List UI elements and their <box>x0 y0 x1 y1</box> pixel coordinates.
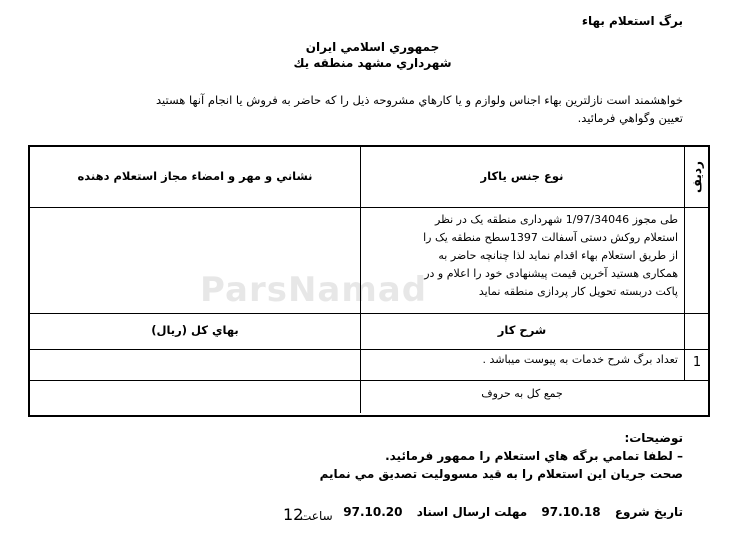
row-description-cell: تعداد برگ شرح خدمات به پیوست میباشد . <box>482 353 678 366</box>
description-line: از طریق استعلام بهاء اقدام نماید لذا چنانچه حاضر به <box>438 249 678 262</box>
table-divider <box>30 380 708 381</box>
note-certification: صحت جريان اين استعلام را به قيد مسووليت تصديق مي نمايم <box>319 467 683 481</box>
time-value: 12 <box>283 505 304 524</box>
form-title: برگ استعلام بهاء <box>581 14 683 28</box>
description-line: همکاری هستید آخرین قیمت پیشنهادی خود را اعلام و در <box>424 267 678 280</box>
table-divider <box>30 313 708 314</box>
header-signature: نشاني و مهر و امضاء مجاز استعلام دهنده <box>77 169 313 183</box>
start-date-label: تاريخ شروع <box>614 505 683 519</box>
deadline-label: مهلت ارسال اسناد <box>416 505 528 519</box>
watermark-brand: ParsNamad <box>200 270 428 310</box>
description-line: استعلام روکش دستی آسفالت 1397سطح منطقه یک را <box>423 231 678 244</box>
deadline-date-value: 97.10.20 <box>343 505 403 519</box>
total-price-label: بهاي كل (ريال) <box>151 323 239 337</box>
header-row-number: رديف <box>690 161 704 193</box>
republic-heading: جمهوري اسلامي ايران <box>305 40 440 54</box>
intro-text-line-1: خواهشمند است نازلترين بهاء اجناس ولوازم و يا كارهاي مشروحه ذيل را كه حاضر به فروش يا انجام آنها هستيد <box>156 93 683 107</box>
total-in-words-label: جمع کل به حروف <box>481 387 563 400</box>
description-line: طی مجوز 1/97/34046 شهرداری منطقه یک در نظر <box>435 213 678 226</box>
table-divider <box>30 207 708 208</box>
start-date-value: 97.10.18 <box>541 505 601 519</box>
header-item-type: نوع جنس ياكار <box>480 169 564 183</box>
municipality-heading: شهرداري مشهد منطقه يك <box>293 56 452 70</box>
work-description-label: شرح كار <box>497 323 547 337</box>
notes-label: توضيحات: <box>624 431 683 445</box>
note-seal-request: – لطفا تمامي برگه هاي استعلام را ممهور فرمائيد. <box>385 449 683 463</box>
row-number-cell: 1 <box>692 355 702 370</box>
inquiry-table <box>28 145 710 417</box>
dates-line <box>333 505 683 519</box>
time-label: ساعت <box>300 509 333 523</box>
intro-text-line-2: تعيين وگواهي فرمائيد. <box>577 111 683 125</box>
description-line: پاکت دربسته تحویل کار پردازی منطقه نماید <box>478 285 678 298</box>
table-divider <box>30 349 708 350</box>
table-divider <box>360 147 361 413</box>
